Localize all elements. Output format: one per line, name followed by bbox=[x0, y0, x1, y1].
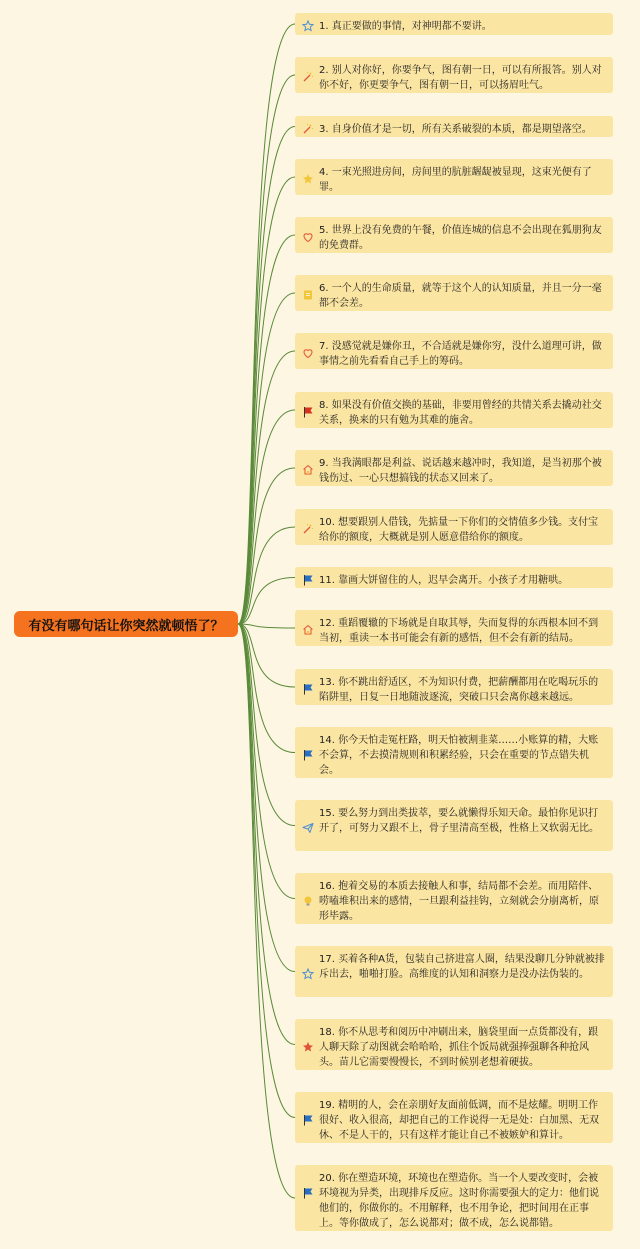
magic-wand-icon bbox=[301, 70, 315, 84]
heart-outline-icon bbox=[301, 230, 315, 244]
branch-item-text: 3. 自身价值才是一切，所有关系破裂的本质，都是期望落空。 bbox=[319, 124, 592, 135]
connector-line-1 bbox=[238, 24, 295, 624]
branch-item-text: 16. 抱着交易的本质去接触人和事，结局都不会差。而用陪伴、唠嗑堆积出来的感情，一旦跟利益挂钩，立刻就会分崩离析，原形毕露。 bbox=[319, 881, 599, 922]
branch-item-text: 20. 你在塑造环境，环境也在塑造你。当一个人要改变时，会被环境视为异类，出现排斥反应。这时你需要强大的定力：他们说他们的，你做你的。不用解释，也不用争论，把时间用在正事上。等你做成了，怎么说都对；做不成，怎么说都错。 bbox=[319, 1173, 599, 1229]
branch-item-7[interactable] bbox=[295, 333, 613, 369]
branch-item-2[interactable] bbox=[295, 57, 613, 93]
home-icon bbox=[301, 463, 315, 477]
branch-item-17[interactable] bbox=[295, 946, 613, 997]
branch-item-text: 1. 真正要做的事情，对神明都不要讲。 bbox=[319, 21, 492, 32]
branch-item-11[interactable] bbox=[295, 567, 613, 588]
branch-item-text: 6. 一个人的生命质量，就等于这个人的认知质量，并且一分一毫都不会差。 bbox=[319, 283, 602, 309]
branch-item-8[interactable] bbox=[295, 392, 613, 428]
flag-red-icon bbox=[301, 405, 315, 419]
branch-item-14[interactable] bbox=[295, 727, 613, 778]
magic-wand-icon bbox=[301, 522, 315, 536]
connector-line-12 bbox=[238, 624, 295, 628]
heart-outline-icon bbox=[301, 346, 315, 360]
branch-item-19[interactable] bbox=[295, 1092, 613, 1143]
magic-wand-icon bbox=[301, 122, 315, 136]
branch-item-6[interactable] bbox=[295, 275, 613, 311]
flag-blue-icon bbox=[301, 573, 315, 587]
branch-item-18[interactable] bbox=[295, 1019, 613, 1070]
branch-item-3[interactable] bbox=[295, 116, 613, 137]
flag-blue-icon bbox=[301, 748, 315, 762]
branch-item-text: 5. 世界上没有免费的午餐，价值连城的信息不会出现在狐朋狗友的免费群。 bbox=[319, 225, 602, 251]
note-icon bbox=[301, 288, 315, 302]
branch-item-10[interactable] bbox=[295, 509, 613, 545]
flag-blue-icon bbox=[301, 1186, 315, 1200]
star-filled-icon bbox=[301, 1040, 315, 1054]
branch-item-text: 18. 你不从思考和阅历中冲刷出来，脑袋里面一点货都没有，跟人聊天除了动图就会哈哈哈，抓住个饭局就强捧强聊各种抢风头。苗儿它需要慢慢长，不到时候别老想着硬拔。 bbox=[319, 1027, 599, 1068]
connector-line-4 bbox=[238, 177, 295, 624]
flag-blue-icon bbox=[301, 1113, 315, 1127]
connector-line-19 bbox=[238, 624, 295, 1118]
branch-item-12[interactable] bbox=[295, 610, 613, 646]
branch-item-1[interactable] bbox=[295, 13, 613, 35]
connector-line-18 bbox=[238, 624, 295, 1045]
flag-blue-icon bbox=[301, 682, 315, 696]
branch-item-text: 9. 当我满眼都是利益、说话越来越冲时，我知道，是当初那个被钱伤过、一心只想搞钱的状态又回来了。 bbox=[319, 458, 602, 484]
star-outline-icon bbox=[301, 967, 315, 981]
branch-item-text: 8. 如果没有价值交换的基础，非要用曾经的共情关系去撬动社交关系，换来的只有勉为其难的施舍。 bbox=[319, 400, 602, 426]
branch-item-13[interactable] bbox=[295, 669, 613, 705]
branch-item-text: 15. 要么努力到出类拔萃，要么就懒得乐知天命。最怕你见识打开了，可努力又跟不上，骨子里清高至极，性格上又软弱无比。 bbox=[319, 808, 599, 834]
connector-line-3 bbox=[238, 127, 295, 625]
star-filled-icon bbox=[301, 172, 315, 186]
branch-item-9[interactable] bbox=[295, 450, 613, 486]
branch-item-text: 2. 别人对你好，你要争气，图有朝一日，可以有所报答。别人对你不好，你更要争气，图有朝一日，可以扬眉吐气。 bbox=[319, 65, 602, 91]
bulb-icon bbox=[301, 894, 315, 908]
branch-item-text: 17. 买着各种A货，包装自己挤进富人圈，结果没聊几分钟就被排斥出去，啪啪打脸。高维度的认知和洞察力是没办法伪装的。 bbox=[319, 954, 605, 980]
branch-item-text: 10. 想要跟别人借钱，先掂量一下你们的交情值多少钱。支付宝给你的额度，大概就是别人愿意借给你的额度。 bbox=[319, 517, 599, 543]
branch-item-text: 7. 没感觉就是嫌你丑，不合适就是嫌你穷，没什么道理可讲，做事情之前先看看自己手上的筹码。 bbox=[319, 341, 602, 367]
branch-item-20[interactable] bbox=[295, 1165, 613, 1231]
branch-item-text: 19. 精明的人，会在亲朋好友面前低调，而不是炫耀。明明工作很好、收入很高，却把自己的工作说得一无是处：白加黑、无双休、不是人干的，只有这样才能让自己不被嫉妒和算计。 bbox=[319, 1100, 599, 1141]
root-topic[interactable]: 有没有哪句话让你突然就顿悟了？ bbox=[14, 611, 238, 637]
star-outline-icon bbox=[301, 19, 315, 33]
branch-item-4[interactable] bbox=[295, 159, 613, 195]
connector-line-5 bbox=[238, 235, 295, 624]
branch-item-16[interactable] bbox=[295, 873, 613, 924]
branch-item-text: 14. 你今天怕走冤枉路，明天怕被割韭菜……小账算的精，大账不会算，不去摸清规则和积累经验，只会在重要的节点错失机会。 bbox=[319, 735, 599, 776]
branch-item-text: 13. 你不跳出舒适区，不为知识付费，把薪酬都用在吃喝玩乐的陷阱里，日复一日地随波逐流，突破口只会离你越来越远。 bbox=[319, 677, 599, 703]
paper-plane-icon bbox=[301, 821, 315, 835]
home-icon bbox=[301, 623, 315, 637]
branch-item-5[interactable] bbox=[295, 217, 613, 253]
branch-item-text: 4. 一束光照进房间，房间里的肮脏龌龊被显现，这束光便有了罪。 bbox=[319, 167, 592, 193]
branch-item-text: 12. 重蹈覆辙的下场就是自取其辱，失而复得的东西根本回不到当初，重读一本书可能会有新的感悟，但不会有新的结局。 bbox=[319, 618, 599, 644]
branch-item-15[interactable] bbox=[295, 800, 613, 851]
branch-item-text: 11. 靠画大饼留住的人，迟早会离开。小孩子才用糖哄。 bbox=[319, 575, 569, 586]
